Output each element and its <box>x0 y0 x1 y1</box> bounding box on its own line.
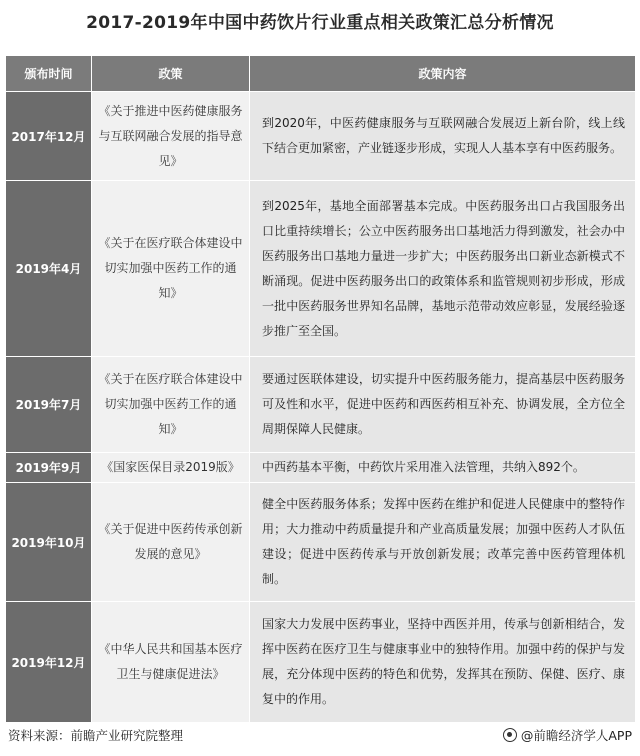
row-date: 2019年9月 <box>6 453 92 483</box>
row-content: 要通过医联体建设，切实提升中医药服务能力，提高基层中医药服务可及性和水平，促进中医药和西医药相互补充、协调发展，全方位全周期保障人民健康。 <box>250 357 636 453</box>
table-row <box>6 92 636 181</box>
row-content: 到2025年，基地全面部署基本完成。中医药服务出口占我国服务出口比重持续增长；公立中医药服务出口基地活力得到激发，社会办中医药服务出口基地力量进一步扩大；中医药服务出口新业态新模式不断涌现。促进中医药服务出口的政策体系和监管规则初步形成，形成一批中医药服务世界知名品牌，基地示范带动效应彰显，发展经验逐步推广至全国。 <box>250 181 636 357</box>
qianzhan-logo-icon <box>503 728 517 742</box>
page-title: 2017-2019年中国中药饮片行业重点相关政策汇总分析情况 <box>86 12 554 33</box>
row-date: 2019年12月 <box>6 602 92 723</box>
row-policy: 《关于推进中医药健康服务与互联网融合发展的指导意见》 <box>92 92 250 181</box>
row-date: 2019年7月 <box>6 357 92 453</box>
policy-table <box>5 55 636 723</box>
table-row <box>6 602 636 723</box>
row-policy: 《关于在医疗联合体建设中切实加强中医药工作的通知》 <box>92 357 250 453</box>
header-date: 颁布时间 <box>6 56 92 92</box>
row-date: 2019年10月 <box>6 483 92 602</box>
row-content: 中西药基本平衡，中药饮片采用准入法管理，共纳入892个。 <box>250 453 636 483</box>
header-policy: 政策 <box>92 56 250 92</box>
footer <box>0 716 640 756</box>
table-header-row <box>6 56 636 92</box>
row-policy: 《国家医保目录2019版》 <box>92 453 250 483</box>
row-content: 到2020年，中医药健康服务与互联网融合发展迈上新台阶，线上线下结合更加紧密，产业链逐步形成，实现人人基本享有中医药服务。 <box>250 92 636 181</box>
row-date: 2017年12月 <box>6 92 92 181</box>
header-content: 政策内容 <box>250 56 636 92</box>
table-row <box>6 483 636 602</box>
brand-credit <box>503 726 632 744</box>
table-row <box>6 357 636 453</box>
row-policy: 《中华人民共和国基本医疗卫生与健康促进法》 <box>92 602 250 723</box>
table-row <box>6 453 636 483</box>
brand-label: @前瞻经济学人APP <box>520 728 632 743</box>
row-date: 2019年4月 <box>6 181 92 357</box>
row-policy: 《关于在医疗联合体建设中切实加强中医药工作的通知》 <box>92 181 250 357</box>
table-row <box>6 181 636 357</box>
row-policy: 《关于促进中医药传承创新发展的意见》 <box>92 483 250 602</box>
source-note: 资料来源：前瞻产业研究院整理 <box>8 728 184 743</box>
row-content: 国家大力发展中医药事业，坚持中西医并用，传承与创新相结合，发挥中医药在医疗卫生与健康事业中的独特作用。加强中药的保护与发展，充分体现中医药的特色和优势，发挥其在预防、保健、医疗、康复中的作用。 <box>250 602 636 723</box>
row-content: 健全中医药服务体系；发挥中医药在维护和促进人民健康中的整特作用；大力推动中药质量提升和产业高质量发展；加强中医药人才队伍建设；促进中医药传承与开放创新发展；改革完善中医药管理体机制。 <box>250 483 636 602</box>
